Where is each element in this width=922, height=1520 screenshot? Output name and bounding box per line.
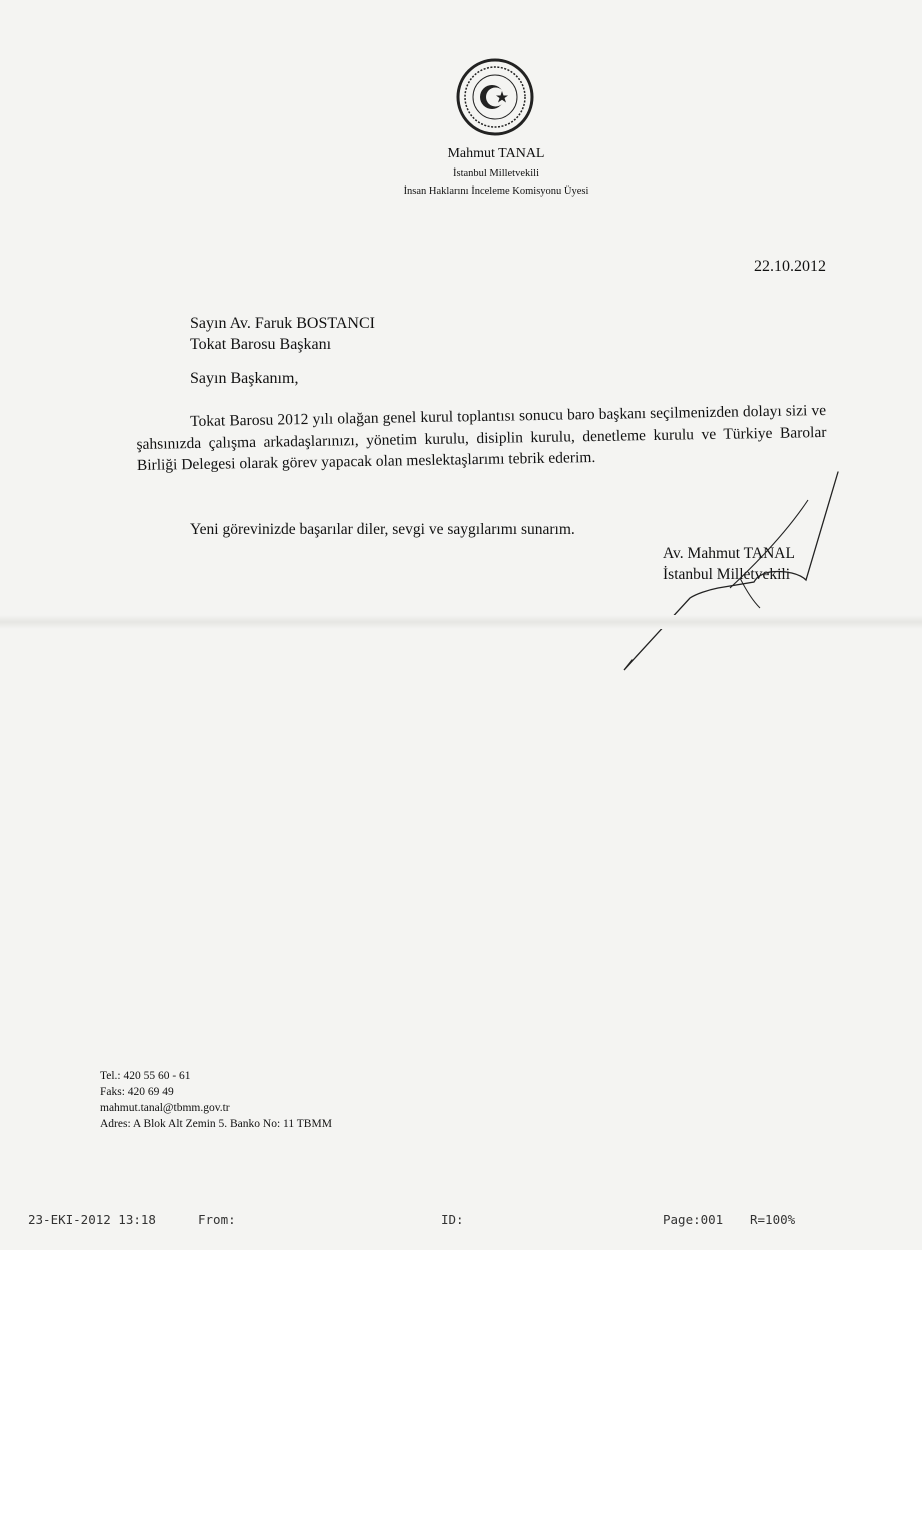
salutation: Sayın Başkanım, xyxy=(190,370,299,387)
signatory-name: Av. Mahmut TANAL xyxy=(663,545,795,562)
letterhead-committee: İnsan Haklarını İnceleme Komisyonu Üyesi xyxy=(403,186,589,197)
letter-body: Tokat Barosu 2012 yılı olağan genel kurul toplantısı sonucu baro başkanı seçilmenizden dolayı sizi ve şahsınızda çalışma arkadaşlarınızı, yönetim kurulu, disiplin kurulu, denetleme kurulu ve Türkiye Barolar Birliği Delegesi olarak görev yapacak olan meslektaşlarımı tebrik ederim. xyxy=(136,401,827,474)
addressee-title: Tokat Barosu Başkanı xyxy=(190,336,332,353)
signatory-title: İstanbul Milletvekili xyxy=(663,566,790,583)
contact-address: Adres: A Blok Alt Zemin 5. Banko No: 11 TBMM xyxy=(100,1118,332,1130)
addressee-block xyxy=(190,313,375,355)
fax-page: Page:001 xyxy=(663,1212,724,1227)
fax-timestamp: 23-EKI-2012 13:18 xyxy=(28,1212,156,1227)
fax-resolution: R=100% xyxy=(750,1212,796,1227)
letter-date: 22.10.2012 xyxy=(754,258,826,275)
letterhead-name: Mahmut TANAL xyxy=(447,146,545,161)
handwritten-signature xyxy=(610,470,850,685)
addressee-name: Sayın Av. Faruk BOSTANCI xyxy=(190,315,375,332)
contact-fax: Faks: 420 69 49 xyxy=(100,1086,174,1098)
closing-line: Yeni görevinizde başarılar diler, sevgi ve saygılarımı sunarım. xyxy=(190,521,575,538)
contact-tel: Tel.: 420 55 60 - 61 xyxy=(100,1070,191,1082)
letterhead-title: İstanbul Milletvekili xyxy=(452,168,540,179)
tbmm-emblem-icon xyxy=(456,58,534,136)
fax-id: ID: xyxy=(441,1212,464,1227)
contact-email: mahmut.tanal@tbmm.gov.tr xyxy=(100,1102,230,1114)
contact-block xyxy=(100,1068,332,1132)
fax-from: From: xyxy=(198,1212,236,1227)
